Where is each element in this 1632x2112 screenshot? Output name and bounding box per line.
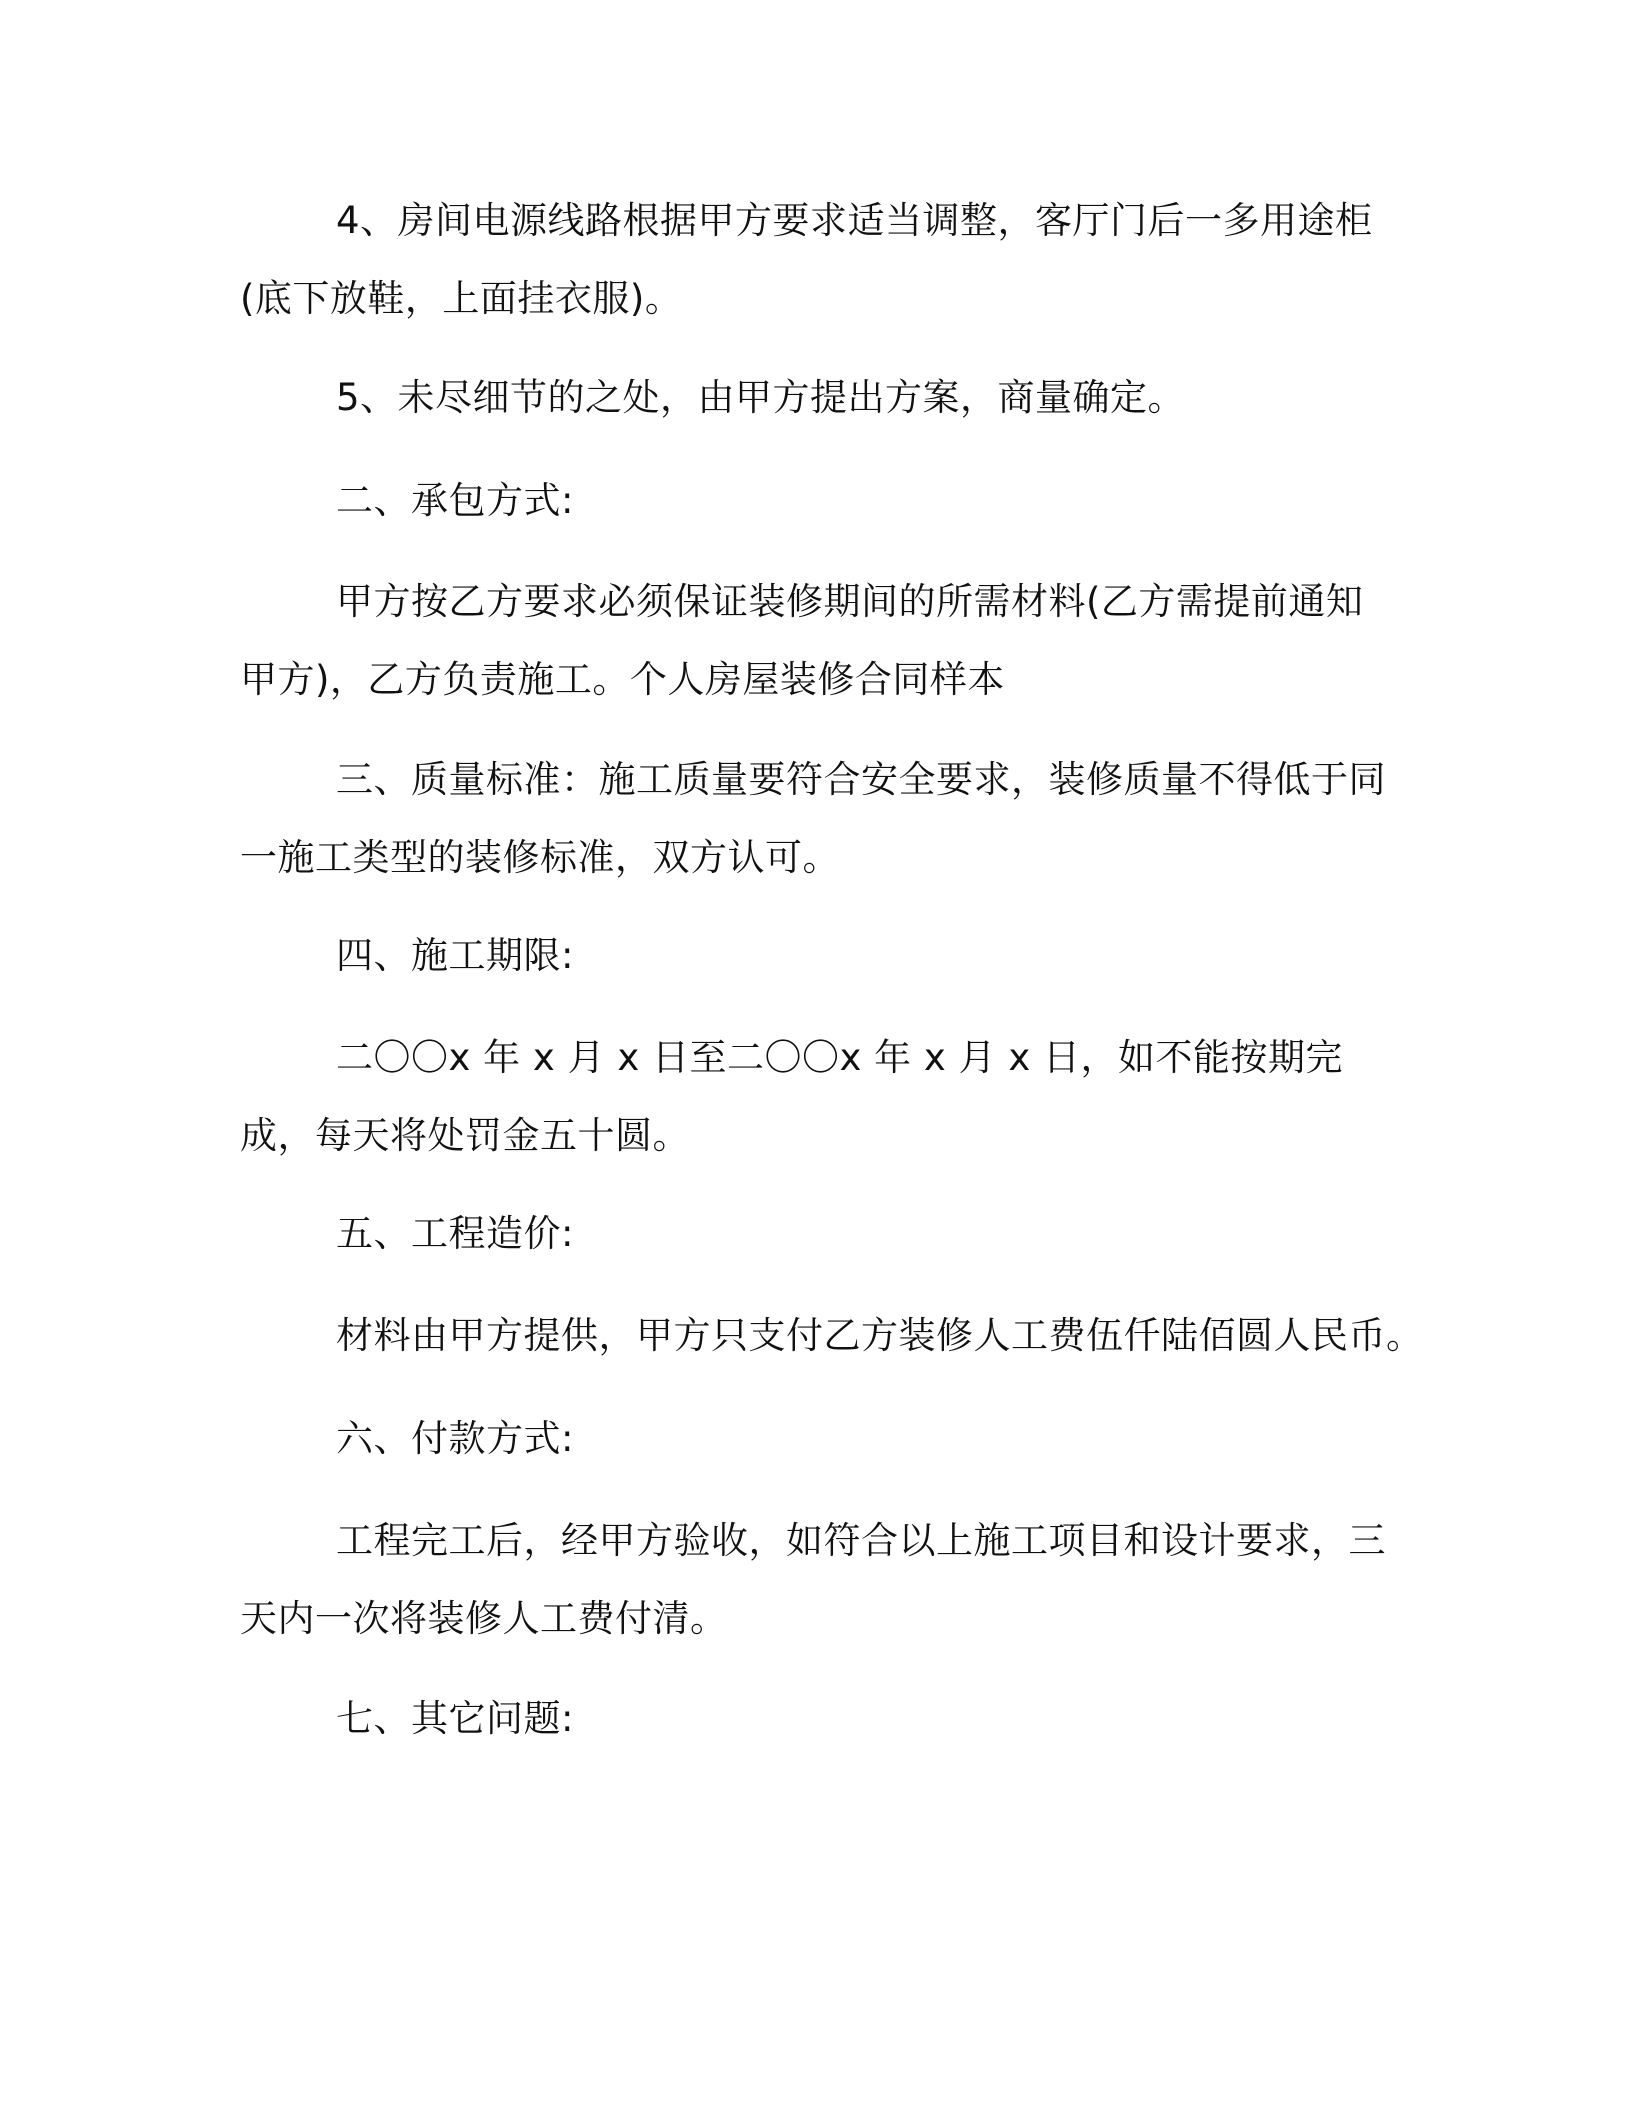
- paragraph-contract-method: 甲方按乙方要求必须保证装修期间的所需材料(乙方需提前通知甲方)，乙方负责施工。个人房屋装修合同样本: [240, 580, 1364, 701]
- section-heading-payment-method: 六、付款方式:: [336, 1417, 574, 1460]
- section-heading-other-issues: 七、其它问题:: [336, 1697, 574, 1740]
- paragraph-project-cost: 材料由甲方提供，甲方只支付乙方装修人工费伍仟陆佰圆人民币。: [336, 1314, 1424, 1357]
- section-heading-project-cost: 五、工程造价:: [336, 1212, 574, 1255]
- section-heading-construction-period: 四、施工期限:: [336, 934, 574, 977]
- paragraph-quality-standard: 三、质量标准：施工质量要符合安全要求，装修质量不得低于同一施工类型的装修标准，双方认可。: [240, 758, 1386, 879]
- paragraph-construction-period: 二〇〇x 年 x 月 x 日至二〇〇x 年 x 月 x 日，如不能按期完成，每天将处罚金五十圆。: [240, 1036, 1343, 1157]
- paragraph-item-4: 4、房间电源线路根据甲方要求适当调整，客厅门后一多用途柜(底下放鞋，上面挂衣服)。: [240, 199, 1373, 320]
- paragraph-item-5: 5、未尽细节的之处，由甲方提出方案，商量确定。: [336, 376, 1186, 419]
- section-heading-contract-method: 二、承包方式:: [336, 479, 574, 522]
- paragraph-payment-method: 工程完工后，经甲方验收，如符合以上施工项目和设计要求，三天内一次将装修人工费付清。: [240, 1519, 1386, 1640]
